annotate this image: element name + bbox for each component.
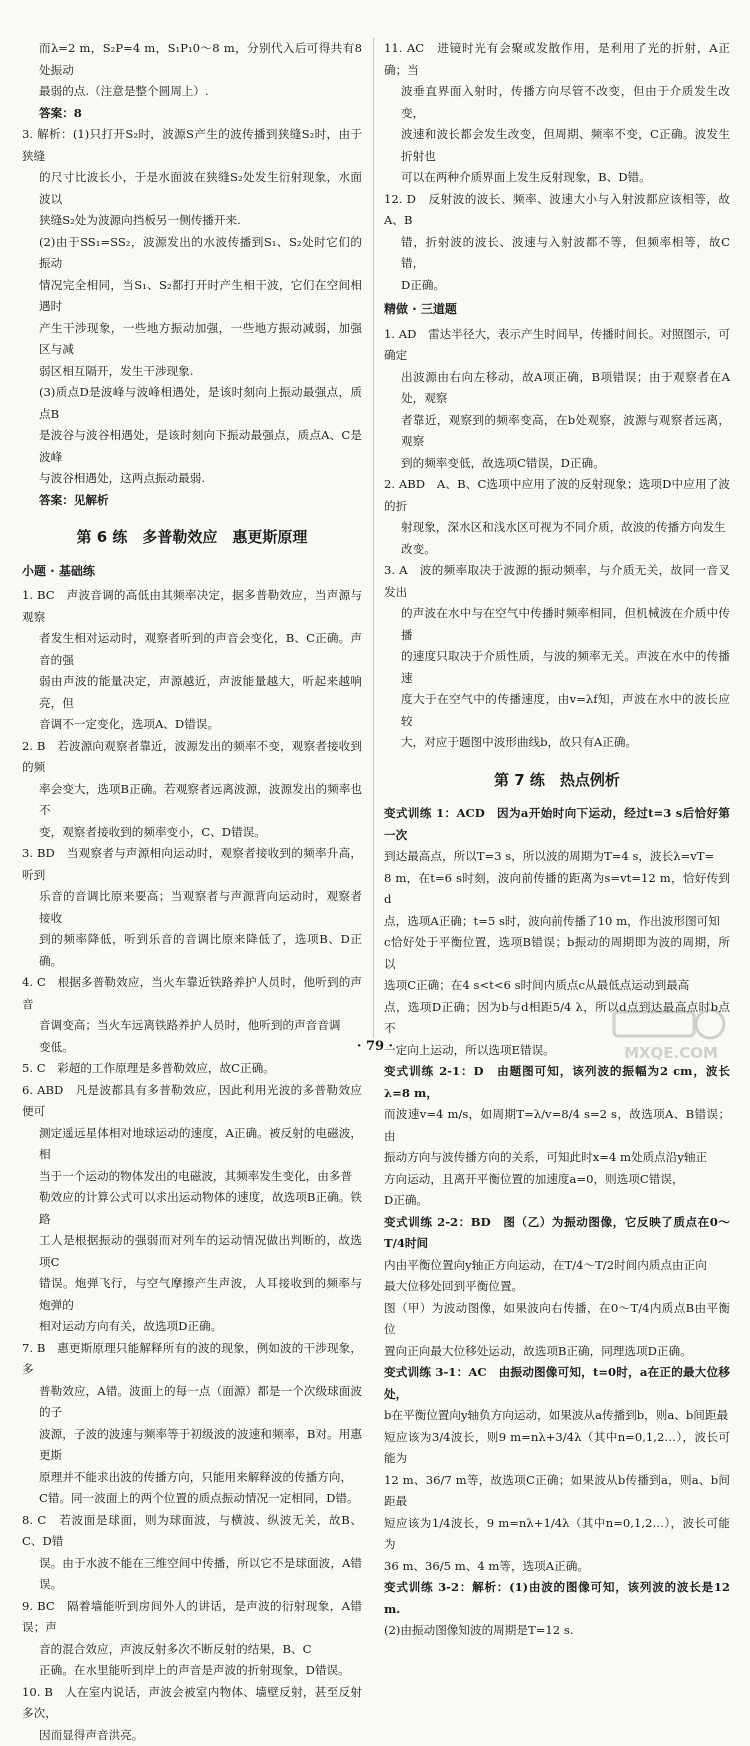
text-line: 8 m，在t=6 s时刻，波向前传播的距离为s=vt=12 m，恰好传到d xyxy=(384,868,730,911)
answer-item xyxy=(22,585,362,736)
text-line: 7. B 惠更斯原理只能解释所有的波的现象，例如波的干涉现象，多 xyxy=(22,1338,362,1381)
watermark-text: MXQE.COM xyxy=(624,1044,718,1062)
text-line: 而波速v=4 m/s，如周期T=λ/v=8/4 s=2 s，故选项A、B错误；由 xyxy=(384,1104,730,1147)
text-line: 波垂直界面入射时，传播方向尽管不改变，但由于介质发生改变， xyxy=(384,81,730,124)
text-line: 率会变大，选项B正确。若观察者远离波源，波源发出的频率也不 xyxy=(22,779,362,822)
answer-line: 答案：8 xyxy=(22,103,362,125)
section-title: 第 6 练 多普勒效应 惠更斯原理 xyxy=(22,527,362,549)
text-line: 错，折射波的波长、波速与入射波都不等，但频率相等，故C错， xyxy=(384,232,730,275)
answer-item xyxy=(22,843,362,972)
text-line: 狭缝S₂处为波源向挡板另一侧传播开来. xyxy=(22,210,362,232)
text-line: 者发生相对运动时，观察者听到的声音会变化，B、C正确。声音的强 xyxy=(22,628,362,671)
text-line: 工人是根据振动的强弱而对列车的运动情况做出判断的，故选项C xyxy=(22,1230,362,1273)
text-line: 变低。 xyxy=(22,1037,362,1059)
answer-item xyxy=(384,1212,730,1363)
text-line: 波速和波长都会发生改变，但周期、频率不变，C正确。波发生折射也 xyxy=(384,124,730,167)
answer-item xyxy=(22,736,362,844)
answer-item xyxy=(22,1682,362,1746)
text-line: 变式训练 3-1：AC 由振动图像可知，t=0时，a在正的最大位移处， xyxy=(384,1362,730,1405)
text-line: 12. D 反射波的波长、频率、波速大小与入射波都应该相等，故A、B xyxy=(384,189,730,232)
text-line: 音调不一定变化，选项A、D错误。 xyxy=(22,714,362,736)
text-line: 音调变高；当火车远离铁路养护人员时，他听到的声音音调 xyxy=(22,1015,362,1037)
text-line: (2)由于SS₁=SS₂，波源发出的水波传播到S₁、S₂处时它们的振动 xyxy=(22,232,362,275)
text-line: D正确。 xyxy=(384,1190,730,1212)
text-line: 变式训练 1：ACD 因为a开始时向下运动，经过t=3 s后恰好第一次 xyxy=(384,803,730,846)
answer-item xyxy=(22,1080,362,1338)
section-title: 第 7 练 热点例析 xyxy=(384,770,730,792)
text-line: 12 m、36/7 m等，故选项C正确；如果波从b传播到a，则a、b间距最 xyxy=(384,1470,730,1513)
text-line: 与波谷相遇处，这两点振动最弱. xyxy=(22,468,362,490)
text-line: 方向运动，且离开平衡位置的加速度a=0，则选项C错误， xyxy=(384,1169,730,1191)
text-line: 变，观察者接收到的频率变小，C、D错误。 xyxy=(22,822,362,844)
text-line: 普勒效应，A错。波面上的每一点（面源）都是一个次级球面波的子 xyxy=(22,1381,362,1424)
text-line: 2. ABD A、B、C选项中应用了波的反射现象；选项D中应用了波的折 xyxy=(384,474,730,517)
text-line: 可以在两种介质界面上发生反射现象，B、D错。 xyxy=(384,167,730,189)
column-divider xyxy=(373,38,374,1038)
text-line: 测定遥远星体相对地球运动的速度，A正确。被反射的电磁波，相 xyxy=(22,1123,362,1166)
text-line: 原理并不能求出波的传播方向，只能用来解释波的传播方向， xyxy=(22,1467,362,1489)
text-line: 5. C 彩超的工作原理是多普勒效应，故C正确。 xyxy=(22,1058,362,1080)
text-line: 8. C 若波面是球面，则为球面波，与横波、纵波无关，故B、C、D错 xyxy=(22,1510,362,1553)
text-line: 到的频率变低，故选项C错误，D正确。 xyxy=(384,453,730,475)
text-line: 情况完全相同，当S₁、S₂都打开时产生相干波，它们在空间相遇时 xyxy=(22,275,362,318)
text-line: 当于一个运动的物体发出的电磁波，其频率发生变化，由多普 xyxy=(22,1166,362,1188)
right-column xyxy=(384,38,730,1642)
watermark-logo-icon xyxy=(606,1004,736,1064)
answer-item xyxy=(22,1058,362,1080)
text-line: 到达最高点，所以T=3 s，所以波的周期为T=4 s，波长λ=vT= xyxy=(384,846,730,868)
text-line: 短应该为1/4波长，9 m=nλ+1/4λ（其中n=0,1,2…），波长可能为 xyxy=(384,1513,730,1556)
text-line: (2)由振动图像知波的周期是T=12 s. xyxy=(384,1620,730,1642)
text-line: 变式训练 2-2：BD 图（乙）为振动图像，它反映了质点在0～T/4时间 xyxy=(384,1212,730,1255)
text-line: 选项C正确；在4 s<t<6 s时间内质点c从最低点运动到最高 xyxy=(384,975,730,997)
subsection-title: 精做 · 三道题 xyxy=(384,299,730,321)
text-line: 是波谷与波谷相遇处，是该时刻向下振动最强点，质点A、C是波峰 xyxy=(22,425,362,468)
answer-item xyxy=(384,38,730,189)
text-line: 1. BC 声波音调的高低由其频率决定，据多普勒效应，当声源与观察 xyxy=(22,585,362,628)
answer-item xyxy=(384,560,730,754)
text-line: 改变。 xyxy=(384,539,730,561)
text-line: 度大于在空气中的传播速度，由v=λf知，声波在水中的波长应较 xyxy=(384,689,730,732)
text-line: 点，选项D正确；因为b与d相距5/4 λ，所以d点到达最高点时b点不 xyxy=(384,997,730,1040)
text-line: 图（甲）为波动图像，如果波向右传播，在0～T/4内质点B由平衡位 xyxy=(384,1298,730,1341)
text-line: 9. BC 隔着墙能听到房间外人的讲话，是声波的衍射现象，A错误；声 xyxy=(22,1596,362,1639)
text-line: 的声波在水中与在空气中传播时频率相同，但机械波在介质中传播 xyxy=(384,603,730,646)
answer-item xyxy=(384,189,730,297)
text-line: 勒效应的计算公式可以求出运动物体的速度，故选项B正确。铁路 xyxy=(22,1187,362,1230)
text-line: 置向正向最大位移处运动，故选项B正确，同理选项D正确。 xyxy=(384,1341,730,1363)
text-line: 6. ABD 凡是波都具有多普勒效应，因此利用光波的多普勒效应便可 xyxy=(22,1080,362,1123)
answer-item xyxy=(384,474,730,560)
text-line: 最大位移处回到平衡位置。 xyxy=(384,1276,730,1298)
text-line: 因而显得声音洪亮。 xyxy=(22,1725,362,1746)
text-line: 3. 解析：(1)只打开S₂时，波源S产生的波传播到狭缝S₂时，由于狭缝 xyxy=(22,124,362,167)
text-line: 弱区相互隔开，发生干涉现象. xyxy=(22,361,362,383)
text-line: 振动方向与波传播方向的关系，可知此时x=4 m处质点沿y轴正 xyxy=(384,1147,730,1169)
text-line: 点，选项A正确；t=5 s时，波向前传播了10 m，作出波形图可知 xyxy=(384,911,730,933)
text-line: 弱由声波的能量决定，声源越近，声波能量越大，听起来越响亮，但 xyxy=(22,671,362,714)
answer-item xyxy=(384,1577,730,1642)
answer-item xyxy=(22,1338,362,1510)
text-line: (3)质点D是波峰与波峰相遇处，是该时刻向上振动最强点，质点B xyxy=(22,382,362,425)
left-column xyxy=(22,38,362,1746)
answer-item xyxy=(384,1061,730,1212)
text-line: 音的混合效应，声波反射多次不断反射的结果，B、C xyxy=(22,1639,362,1661)
text-line: 一定向上运动，所以选项E错误。 xyxy=(384,1040,730,1062)
answer-item xyxy=(22,1596,362,1682)
text-line: 而λ=2 m，S₂P=4 m，S₁P₁0～8 m，分别代入后可得共有8处振动 xyxy=(22,38,362,81)
text-line: 短应该为3/4波长，则9 m=nλ+3/4λ（其中n=0,1,2…），波长可能为 xyxy=(384,1427,730,1470)
answer-line: 答案：见解析 xyxy=(22,490,362,512)
text-line: 3. A 波的频率取决于波源的振动频率，与介质无关，故同一音叉发出 xyxy=(384,560,730,603)
text-line: 相对运动方向有关，故选项D正确。 xyxy=(22,1316,362,1338)
text-line: 正确。在水里能听到岸上的声音是声波的折射现象，D错误。 xyxy=(22,1660,362,1682)
text-line: 10. B 人在室内说话，声波会被室内物体、墙壁反射，甚至反射多次， xyxy=(22,1682,362,1725)
text-line: 11. AC 进镜时光有会聚或发散作用，是利用了光的折射，A正确；当 xyxy=(384,38,730,81)
text-line: 到的频率降低，听到乐音的音调比原来降低了，选项B、D正确。 xyxy=(22,929,362,972)
text-line: 3. BD 当观察者与声源相向运动时，观察者接收到的频率升高，听到 xyxy=(22,843,362,886)
text-line: 4. C 根据多普勒效应，当火车靠近铁路养护人员时，他听到的声音 xyxy=(22,972,362,1015)
answer-item xyxy=(384,1362,730,1577)
text-line: 1. AD 雷达半径大，表示产生时间早，传播时间长。对照图示，可确定 xyxy=(384,324,730,367)
text-line: 误。由于水波不能在三维空间中传播，所以它不是球面波，A错误。 xyxy=(22,1553,362,1596)
text-line: 产生干涉现象，一些地方振动加强，一些地方振动减弱，加强区与减 xyxy=(22,318,362,361)
text-line: D正确。 xyxy=(384,275,730,297)
text-line: b在平衡位置向y轴负方向运动，如果波从a传播到b，则a、b间距最 xyxy=(384,1405,730,1427)
text-line: 2. B 若波源向观察者靠近，波源发出的频率不变，观察者接收到的频 xyxy=(22,736,362,779)
text-line: 大，对应于题图中波形曲线b，故只有A正确。 xyxy=(384,732,730,754)
text-line: 错误。炮弹飞行，与空气摩擦产生声波，人耳接收到的频率与炮弹的 xyxy=(22,1273,362,1316)
subsection-title: 小题 · 基础练 xyxy=(22,561,362,583)
text-line: 出波源由右向左移动，故A项正确，B项错误；由于观察者在A处，观察 xyxy=(384,367,730,410)
answer-item xyxy=(22,1510,362,1596)
answer-item xyxy=(384,324,730,475)
text-line: 变式训练 2-1：D 由题图可知，该列波的振幅为2 cm，波长λ=8 m， xyxy=(384,1061,730,1104)
text-line: C错。同一波面上的两个位置的质点振动情况一定相同，D错。 xyxy=(22,1488,362,1510)
text-line: 的尺寸比波长小，于是水面波在狭缝S₂处发生衍射现象，水面波以 xyxy=(22,167,362,210)
text-line: 内由平衡位置向y轴正方向运动，在T/4～T/2时间内质点由正向 xyxy=(384,1255,730,1277)
text-line: 射现象，深水区和浅水区可视为不同介质，故波的传播方向发生 xyxy=(384,517,730,539)
text-line: 者靠近，观察到的频率变高，在b处观察，波源与观察者远离，观察 xyxy=(384,410,730,453)
text-line: 波源，子波的波速与频率等于初级波的波速和频率，B对。用惠更斯 xyxy=(22,1424,362,1467)
text-line: c恰好处于平衡位置，选项B错误；b振动的周期即为波的周期，所以 xyxy=(384,932,730,975)
text-line: 36 m、36/5 m、4 m等，选项A正确。 xyxy=(384,1556,730,1578)
text-line: 变式训练 3-2：解析：(1)由波的图像可知，该列波的波长是12 m. xyxy=(384,1577,730,1620)
text-line: 最弱的点.（注意是整个圆周上）. xyxy=(22,81,362,103)
page-number: · 79 · xyxy=(0,1036,750,1058)
text-line: 的速度只取决于介质性质，与波的频率无关。声波在水中的传播速 xyxy=(384,646,730,689)
text-line: 乐音的音调比原来要高；当观察者与声源背向运动时，观察者接收 xyxy=(22,886,362,929)
